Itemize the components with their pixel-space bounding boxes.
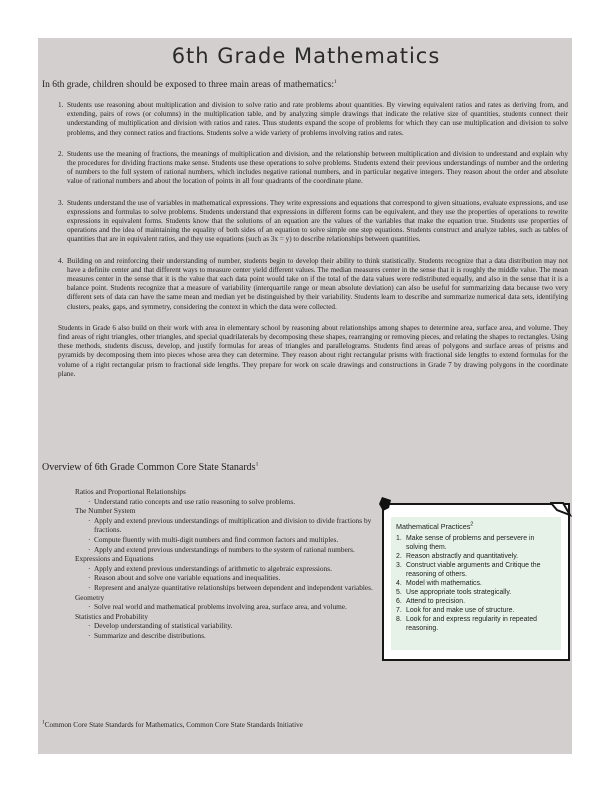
- outline-bullet-text: Understand ratio concepts and use ratio reasoning to solve problems.: [94, 496, 296, 506]
- practice-text: Model with mathematics.: [406, 580, 482, 587]
- practice-item: [396, 615, 557, 633]
- worksheet-page: [38, 38, 572, 754]
- pushpin-icon: [379, 497, 392, 512]
- outline-category: Ratios and Proportional Relationships: [75, 487, 186, 496]
- overview-heading-text: Overview of 6th Grade Common Core State Stanards: [42, 462, 256, 473]
- outline-bullet-text: Solve real world and mathematical problems involving area, surface area, and volume.: [94, 602, 347, 612]
- outline-bullet: [75, 497, 377, 507]
- intro-footnote-mark: 1: [334, 78, 337, 85]
- practices-list-panel: [391, 517, 561, 650]
- practice-number: 5.: [396, 589, 402, 596]
- practice-text: Construct viable arguments and Critique the reasoning of others.: [406, 562, 541, 578]
- main-list: [42, 101, 570, 312]
- item-number: 1.: [58, 101, 64, 109]
- practice-item: [396, 606, 557, 615]
- main-list-item: [58, 199, 568, 245]
- practice-text: Reason abstractly and quantitatively.: [406, 553, 519, 560]
- mathematical-practices-note: [382, 503, 570, 661]
- bullet-dot-icon: ·: [88, 573, 91, 583]
- item-text: Students use the meaning of fractions, the meanings of multiplication and division, and the relationship between multiplication and division to understand and explain why the procedures for dividing fractions make sense. Students use these operations to solve problems. Students extend their previous understandings of number and the ordering of numbers to the full system of rational numbers, which includes negative rational numbers, and in particular negative integers. They reason about the order and absolute value of rational numbers and about the location of points in all four quadrants of the coordinate plane.: [67, 149, 568, 186]
- practices-footnote-mark: 2: [470, 521, 474, 528]
- bullet-dot-icon: ·: [88, 621, 91, 631]
- practice-item: [396, 597, 557, 606]
- practice-item: [396, 552, 557, 561]
- outline-bullet-text: Compute fluently with multi-digit numbers and find common factors and multiples.: [94, 534, 339, 544]
- page-title: 6th Grade Mathematics: [171, 44, 441, 68]
- practice-number: 7.: [396, 607, 402, 614]
- item-number: 4.: [58, 256, 64, 265]
- practice-number: 4.: [396, 580, 402, 587]
- outline-bullet: [75, 545, 377, 555]
- practice-item: [396, 534, 557, 552]
- outline-bullet-text: Develop understanding of statistical variability.: [94, 621, 233, 631]
- item-text: Students use reasoning about multiplication and division to solve ratio and rate problems about quantities. By viewing equivalent ratios and rates as deriving from, and extending, pairs of rows (or columns) in the multiplication table, and by analyzing simple drawings that indicate the relative size of quantities, students connect their understanding of multiplication and division with ratios and rates. Thus students expand the scope of problems for which they can use multiplication and division to solve problems, and they connect ratios and fractions. Students solve a wide variety of problems involving ratios and rates.: [67, 101, 568, 137]
- practice-item: [396, 561, 557, 579]
- practice-text: Make sense of problems and persevere in solving them.: [406, 535, 535, 551]
- overview-heading: [42, 462, 568, 473]
- outline-category: The Number System: [75, 506, 136, 516]
- outline-bullet-text: Represent and analyze quantitative relationships between dependent and independent variables.: [94, 582, 373, 592]
- outline-category: Statistics and Probability: [75, 611, 148, 621]
- practice-text: Look for and make use of structure.: [406, 607, 515, 614]
- footnote-text: Common Core State Standards for Mathematics, Common Core State Standards Initiative: [44, 721, 303, 730]
- bullet-dot-icon: ·: [88, 602, 91, 612]
- practices-title-text: Mathematical Practices: [396, 522, 471, 531]
- bullet-dot-icon: ·: [88, 544, 91, 554]
- item-number: 3.: [58, 198, 64, 207]
- practices-title: [396, 522, 557, 531]
- bullet-dot-icon: ·: [88, 515, 91, 525]
- standards-outline: [75, 487, 377, 641]
- outline-bullet: [75, 631, 377, 641]
- outline-bullet: [75, 564, 377, 574]
- intro-text: [42, 80, 570, 90]
- outline-bullet-text: Apply and extend previous understandings of numbers to the system of rational numbers.: [94, 544, 355, 554]
- practice-text: Look for and express regularity in repeated reasoning.: [406, 616, 537, 632]
- main-list-item: [58, 257, 568, 312]
- outline-bullet: [75, 573, 377, 583]
- item-text: Building on and reinforcing their understanding of number, students begin to develop their ability to think statistically. Students recognize that a data distribution may not have a definite center and that different ways to measure center yield different values. The median measures center in the sense that it is roughly the middle value. The mean measures center in the sense that it is the value that each data point would take on if the total of the data values were redistributed equally, and also in the sense that it is a balance point. Students recognize that a measure of variability (interquartile range or mean absolute deviation) can also be useful for summarizing data because two very different sets of data can have the same mean and median yet be distinguished by their variability. Students learn to describe and summarize numerical data sets, identifying clusters, peaks, gaps, and symmetry, considering the context in which the data were collected.: [67, 256, 568, 311]
- practice-number: 3.: [396, 562, 402, 569]
- bullet-dot-icon: ·: [88, 563, 91, 573]
- practice-text: Use appropriate tools strategically.: [406, 589, 512, 596]
- outline-bullet: [75, 535, 377, 545]
- item-number: 2.: [58, 149, 64, 158]
- overview-footnote-mark: 1: [255, 461, 259, 468]
- outline-bullet-text: Summarize and describe distributions.: [94, 630, 206, 640]
- bullet-dot-icon: ·: [88, 582, 91, 592]
- bullet-dot-icon: ·: [88, 630, 91, 640]
- practice-number: 2.: [396, 553, 402, 560]
- main-list-item: [58, 101, 568, 138]
- practice-number: 6.: [396, 598, 402, 605]
- practice-number: 1.: [396, 535, 402, 542]
- closing-paragraph: Students in Grade 6 also build on their work with area in elementary school by reasoning about relationships among shapes to determine area, surface area, and volume. They find areas of right triangles, other triangles, and special quadrilaterals by decomposing these shapes, rearranging or removing pieces, and relating the shapes to rectangles. Using these methods, students discuss, develop, and justify formulas for areas of triangles and parallelograms. Students find areas of polygons and surface areas of prisms and pyramids by decomposing them into pieces whose area they can determine. They reason about right rectangular prisms with fractional side lengths to extend formulas for the volume of a right rectangular prism to fractional side lengths. They prepare for work on scale drawings and constructions in Grade 7 by drawing polygons in the coordinate plane.: [58, 323, 568, 378]
- footnote: [42, 721, 303, 729]
- outline-bullet-text: Reason about and solve one variable equations and inequalities.: [94, 573, 281, 583]
- intro-sentence: In 6th grade, children should be exposed to three main areas of mathematics:: [42, 80, 335, 90]
- folded-corner-icon: [550, 500, 572, 517]
- outline-bullet-text: Apply and extend previous understandings of arithmetic to algebraic expressions.: [94, 563, 332, 573]
- outline-bullet: [75, 583, 377, 593]
- practice-item: [396, 588, 557, 597]
- outline-category: Geometry: [75, 592, 105, 602]
- outline-bullet: [75, 621, 377, 631]
- practice-item: [396, 579, 557, 588]
- outline-category: Expressions and Equations: [75, 554, 154, 564]
- bullet-dot-icon: ·: [88, 534, 91, 544]
- item-text: Students understand the use of variables in mathematical expressions. They write expressions and equations that correspond to given situations, evaluate expressions, and use expressions and formulas to solve problems. Students understand that expressions in different forms can be equivalent, and they use the properties of operations to rewrite expressions in equivalent forms. Students know that the solutions of an equation are the values of the variables that make the equation true. Students use properties of operations and the idea of maintaining the equality of both sides of an equation to solve simple one step equations. Students construct and analyze tables, such as tables of quantities that are in equivalent ratios, and they use equations (such as 3x = y) to describe relationships between quantities.: [67, 198, 568, 244]
- bullet-dot-icon: ·: [88, 496, 91, 506]
- outline-bullet-text: Apply and extend previous understandings of multiplication and division to divide fractions by fractions.: [94, 515, 372, 535]
- footnote-mark: 1: [42, 719, 45, 726]
- outline-bullet: [75, 516, 377, 535]
- main-list-item: [58, 150, 568, 187]
- main-content: [38, 38, 572, 379]
- practice-number: 8.: [396, 616, 402, 623]
- practice-text: Attend to precision.: [406, 598, 465, 605]
- outline-bullet: [75, 602, 377, 612]
